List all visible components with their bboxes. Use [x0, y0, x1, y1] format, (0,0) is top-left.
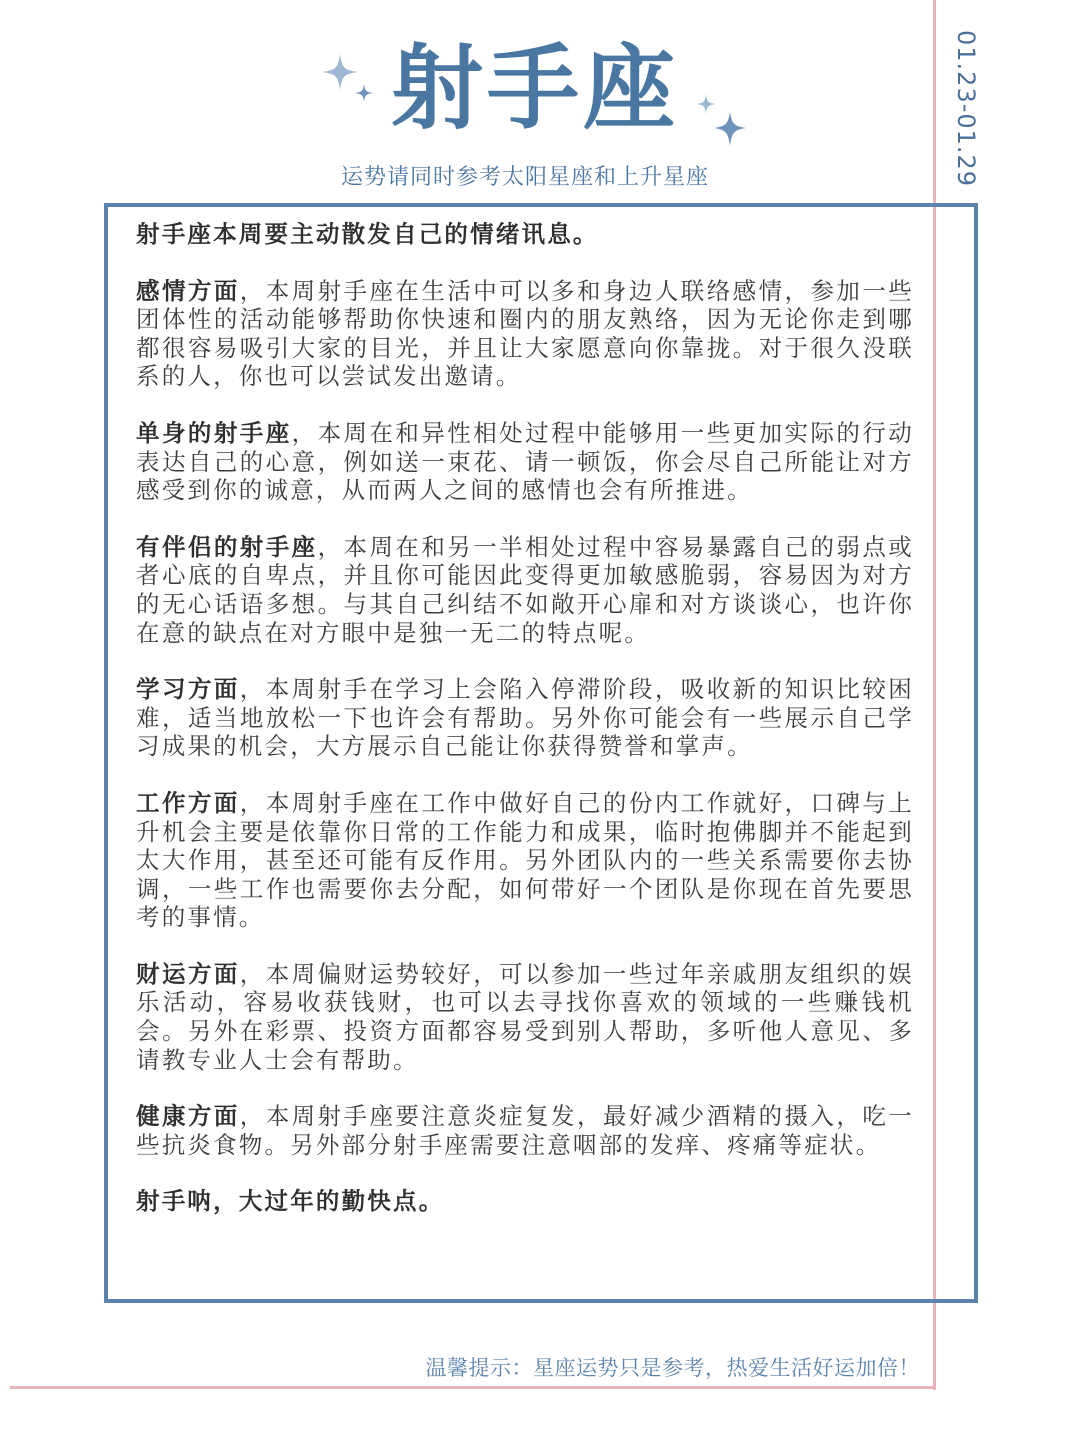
section-text: ，本周偏财运势较好，可以参加一些过年亲戚朋友组织的娱乐活动，容易收获钱财，也可以去寻找你喜欢的领域的一些赚钱机会。另外在彩票、投资方面都容易受到别人帮助，多听他人意见、多请教专业人士会有帮助。 [136, 959, 914, 1074]
sparkle-icon-left [318, 50, 378, 110]
section-text: ，本周在和另一半相处过程中容易暴露自己的弱点或者心底的自卑点，并且你可能因此变得更加敏感脆弱，容易因为对方的无心话语多想。与其自己纠结不如敞开心扉和对方谈谈心，也许你在意的缺点在对方眼中是独一无二的特点呢。 [136, 532, 914, 647]
intro-paragraph: 射手座本周要主动散发自己的情绪讯息。 [136, 220, 599, 248]
section-heading: 健康方面 [136, 1102, 240, 1131]
pink-horizontal-line [10, 1386, 936, 1389]
page-title: 射手座 [390, 35, 679, 142]
section-heading: 工作方面 [136, 788, 240, 817]
closing-paragraph: 射手呐，大过年的勤快点。 [136, 1187, 445, 1216]
single-section [136, 419, 914, 505]
health-section [136, 1102, 914, 1159]
section-text: ，本周射手座要注意炎症复发，最好减少酒精的摄入，吃一些抗炎食物。另外部分射手座需要注意咽部的发痒、疼痛等症状。 [136, 1102, 914, 1159]
section-text: ，本周在和异性相处过程中能够用一些更加实际的行动表达自己的心意，例如送一束花、请一顿饭，你会尽自己所能让对方感受到你的诚意，从而两人之间的感情也会有所推进。 [136, 418, 914, 505]
work-section [136, 789, 914, 932]
section-heading: 感情方面 [136, 276, 240, 305]
footer-tip: 温馨提示：星座运势只是参考，热爱生活好运加倍！ [425, 1356, 920, 1380]
wealth-section [136, 960, 914, 1074]
date-range: 01.23-01.29 [952, 30, 980, 188]
love-section [136, 277, 914, 391]
horoscope-content [136, 220, 914, 1244]
section-heading: 学习方面 [136, 675, 240, 704]
section-text: ，本周射手座在工作中做好自己的份内工作就好，口碑与上升机会主要是依靠你日常的工作能力和成果，临时抱佛脚并不能起到太大作用，甚至还可能有反作用。另外团队内的一些关系需要你去协调，一些工作也需要你去分配，如何带好一个团队是你现在首先要思考的事情。 [136, 788, 914, 932]
partnered-section [136, 533, 914, 647]
section-heading: 单身的射手座 [136, 418, 292, 447]
section-text: ，本周射手座在生活中可以多和身边人联络感情，参加一些团体性的活动能够帮助你快速和圈内的朋友熟络，因为无论你走到哪都很容易吸引大家的目光，并且让大家愿意向你靠拢。对于很久没联系的人，你也可以尝试发出邀请。 [136, 276, 914, 391]
study-section [136, 675, 914, 761]
section-heading: 有伴侣的射手座 [136, 532, 318, 561]
section-text: ，本周射手在学习上会陷入停滞阶段，吸收新的知识比较困难，适当地放松一下也许会有帮助。另外你可能会有一些展示自己学习成果的机会，大方展示自己能让你获得赞誉和掌声。 [136, 675, 914, 761]
section-heading: 财运方面 [136, 959, 240, 988]
page-subtitle: 运势请同时参考太阳星座和上升星座 [340, 165, 709, 190]
